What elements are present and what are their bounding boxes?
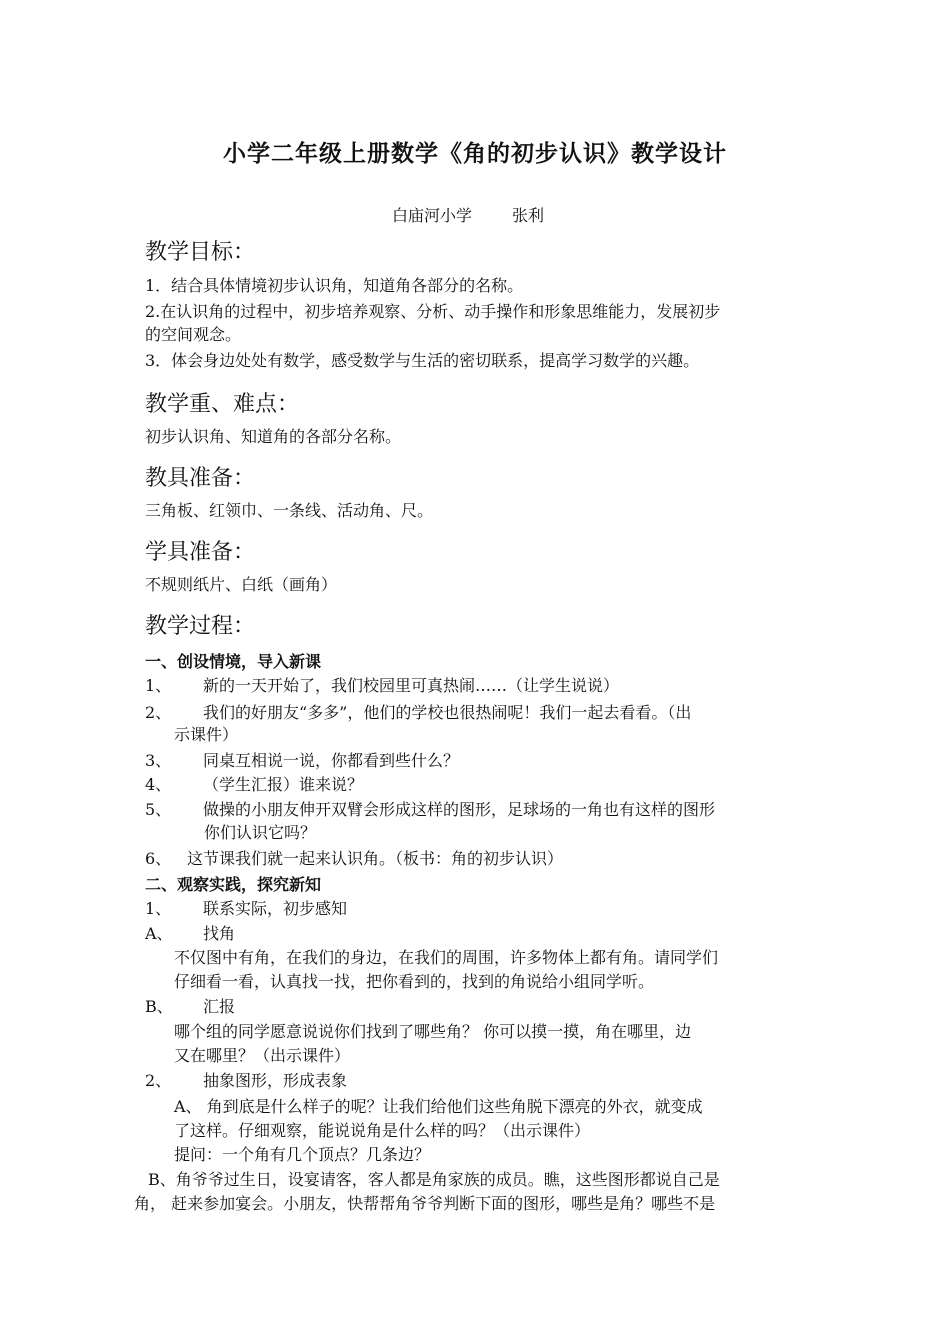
part2-line: 了这样。仔细观察，能说说角是什么样的吗？（出示课件） (174, 1121, 591, 1140)
part2-line: 又在哪里？（出示课件） (174, 1046, 351, 1065)
part1-line: 2、 我们的好朋友“多多”，他们的学校也很热闹呢！我们一起去看看。（出 (145, 703, 692, 722)
part2-title: 二、观察实践，探究新知 (145, 875, 322, 894)
part2-line: 2、 抽象图形，形成表象 (145, 1071, 348, 1090)
author-name: 张利 (512, 206, 545, 225)
teacher-tools-text: 三角板、红领巾、一条线、活动角、尺。 (145, 501, 434, 520)
goal-item: 2.在认识角的过程中，初步培养观察、分析、动手操作和形象思维能力，发展初步 (145, 302, 721, 321)
author-line (392, 203, 544, 226)
part2-line: 提问：一个角有几个顶点？几条边？ (174, 1145, 431, 1164)
keypoints-heading: 教学重、难点： (145, 392, 300, 417)
part2-line: 不仅图中有角，在我们的身边，在我们的周围，许多物体上都有角。请同学们 (174, 948, 719, 967)
goal-item: 1．结合具体情境初步认识角，知道角各部分的名称。 (145, 276, 524, 295)
teacher-tools-heading: 教具准备： (145, 466, 256, 491)
part1-line: 1、 新的一天开始了，我们校园里可真热闹……（让学生说说） (145, 676, 620, 695)
part2-line: B、角爷爷过生日，设宴请客，客人都是角家族的成员。瞧，这些图形都说自己是 (148, 1170, 720, 1189)
process-heading: 教学过程： (145, 614, 256, 639)
goal-item: 3．体会身边处处有数学，感受数学与生活的密切联系，提高学习数学的兴趣。 (145, 351, 700, 370)
student-tools-heading: 学具准备： (145, 540, 256, 565)
part2-line: 仔细看一看，认真找一找，把你看到的，找到的角说给小组同学听。 (174, 972, 655, 991)
keypoints-text: 初步认识角、知道角的各部分名称。 (145, 427, 402, 446)
part1-line: 4、 （学生汇报）谁来说？ (145, 775, 364, 794)
goal-item: 的空间观念。 (145, 325, 242, 344)
part1-line: 6、 这节课我们就一起来认识角。（板书：角的初步认识） (145, 849, 564, 868)
document-title: 小学二年级上册数学《角的初步认识》教学设计 (223, 141, 727, 167)
part1-line: 3、 同桌互相说一说，你都看到些什么？ (145, 751, 460, 770)
part1-line: 示课件） (174, 725, 239, 744)
goals-heading: 教学目标： (145, 240, 256, 265)
part2-line: 角， 赶来参加宴会。小朋友，快帮帮角爷爷判断下面的图形，哪些是角？哪些不是 (134, 1194, 716, 1213)
part1-line: 你们认识它吗？ (204, 823, 317, 842)
student-tools-text: 不规则纸片、白纸（画角） (145, 575, 338, 594)
part1-title: 一、创设情境，导入新课 (145, 652, 322, 671)
part2-line: B、 汇报 (145, 997, 236, 1016)
part2-line: A、 找角 (145, 924, 236, 943)
part2-line: 1、 联系实际，初步感知 (145, 899, 348, 918)
part2-line: 哪个组的同学愿意说说你们找到了哪些角？ 你可以摸一摸，角在哪里，边 (174, 1022, 692, 1041)
part2-line: A、 角到底是什么样子的呢？让我们给他们这些角脱下漂亮的外衣，就变成 (174, 1097, 703, 1116)
author-school: 白庙河小学 (392, 206, 473, 225)
part1-line: 5、 做操的小朋友伸开双臂会形成这样的图形，足球场的一角也有这样的图形 (145, 800, 716, 819)
